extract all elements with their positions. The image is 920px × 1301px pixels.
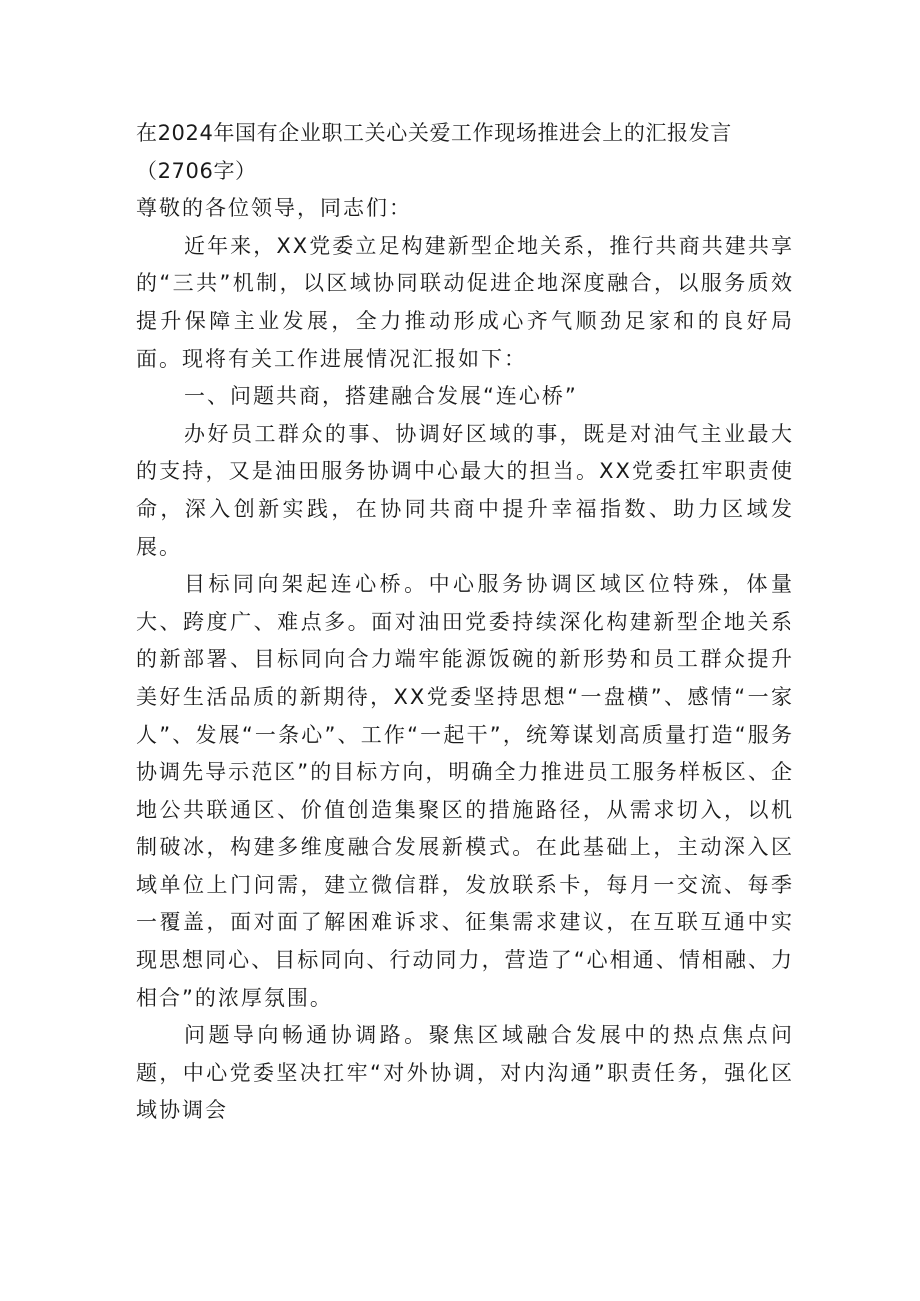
salutation: 尊敬的各位领导，同志们： — [136, 196, 412, 221]
document-title: 在2024年国有企业职工关心关爱工作现场推进会上的汇报发言（2706字） — [136, 121, 732, 183]
paragraph-intro: 近年来，XX党委立足构建新型企地关系，推行共商共建共享的“三共”机制，以区域协同联动促进企地深度融合，以服务质效提升保障主业发展，全力推动形成心齐气顺劲足家和的良好局面。现将有关工作进展情况汇报如下： — [136, 233, 794, 371]
section-heading-1: 一、问题共商，搭建融合发展“连心桥” — [184, 384, 578, 409]
document-body — [136, 115, 794, 1130]
paragraph-problem-oriented: 问题导向畅通协调路。聚焦区域融合发展中的热点焦点问题，中心党委坚决扛牢“对外协调，对内沟通”职责任务，强化区域协调会 — [136, 1023, 794, 1123]
paragraph-target-alignment: 目标同向架起连心桥。中心服务协调区域区位特殊，体量大、跨度广、难点多。面对油田党委持续深化构建新型企地关系的新部署、目标同向合力端牢能源饭碗的新形势和员工群众提升美好生活品质的新期待，XX党委坚持思想“一盘横”、感情“一家人”、发展“一条心”、工作“一起干”，统筹谋划高质量打造“服务协调先导示范区”的目标方向，明确全力推进员工服务样板区、企地公共联通区、价值创造集聚区的措施路径，从需求切入，以机制破冰，构建多维度融合发展新模式。在此基础上，主动深入区域单位上门问需，建立微信群，发放联系卡，每月一交流、每季一覆盖，面对面了解困难诉求、征集需求建议，在互联互通中实现思想同心、目标同向、行动同力，营造了“心相通、情相融、力相合”的浓厚氛围。 — [136, 572, 794, 1010]
paragraph-section-1-intro: 办好员工群众的事、协调好区域的事，既是对油气主业最大的支持，又是油田服务协调中心最大的担当。XX党委扛牢职责使命，深入创新实践，在协同共商中提升幸福指数、助力区域发展。 — [136, 421, 794, 559]
